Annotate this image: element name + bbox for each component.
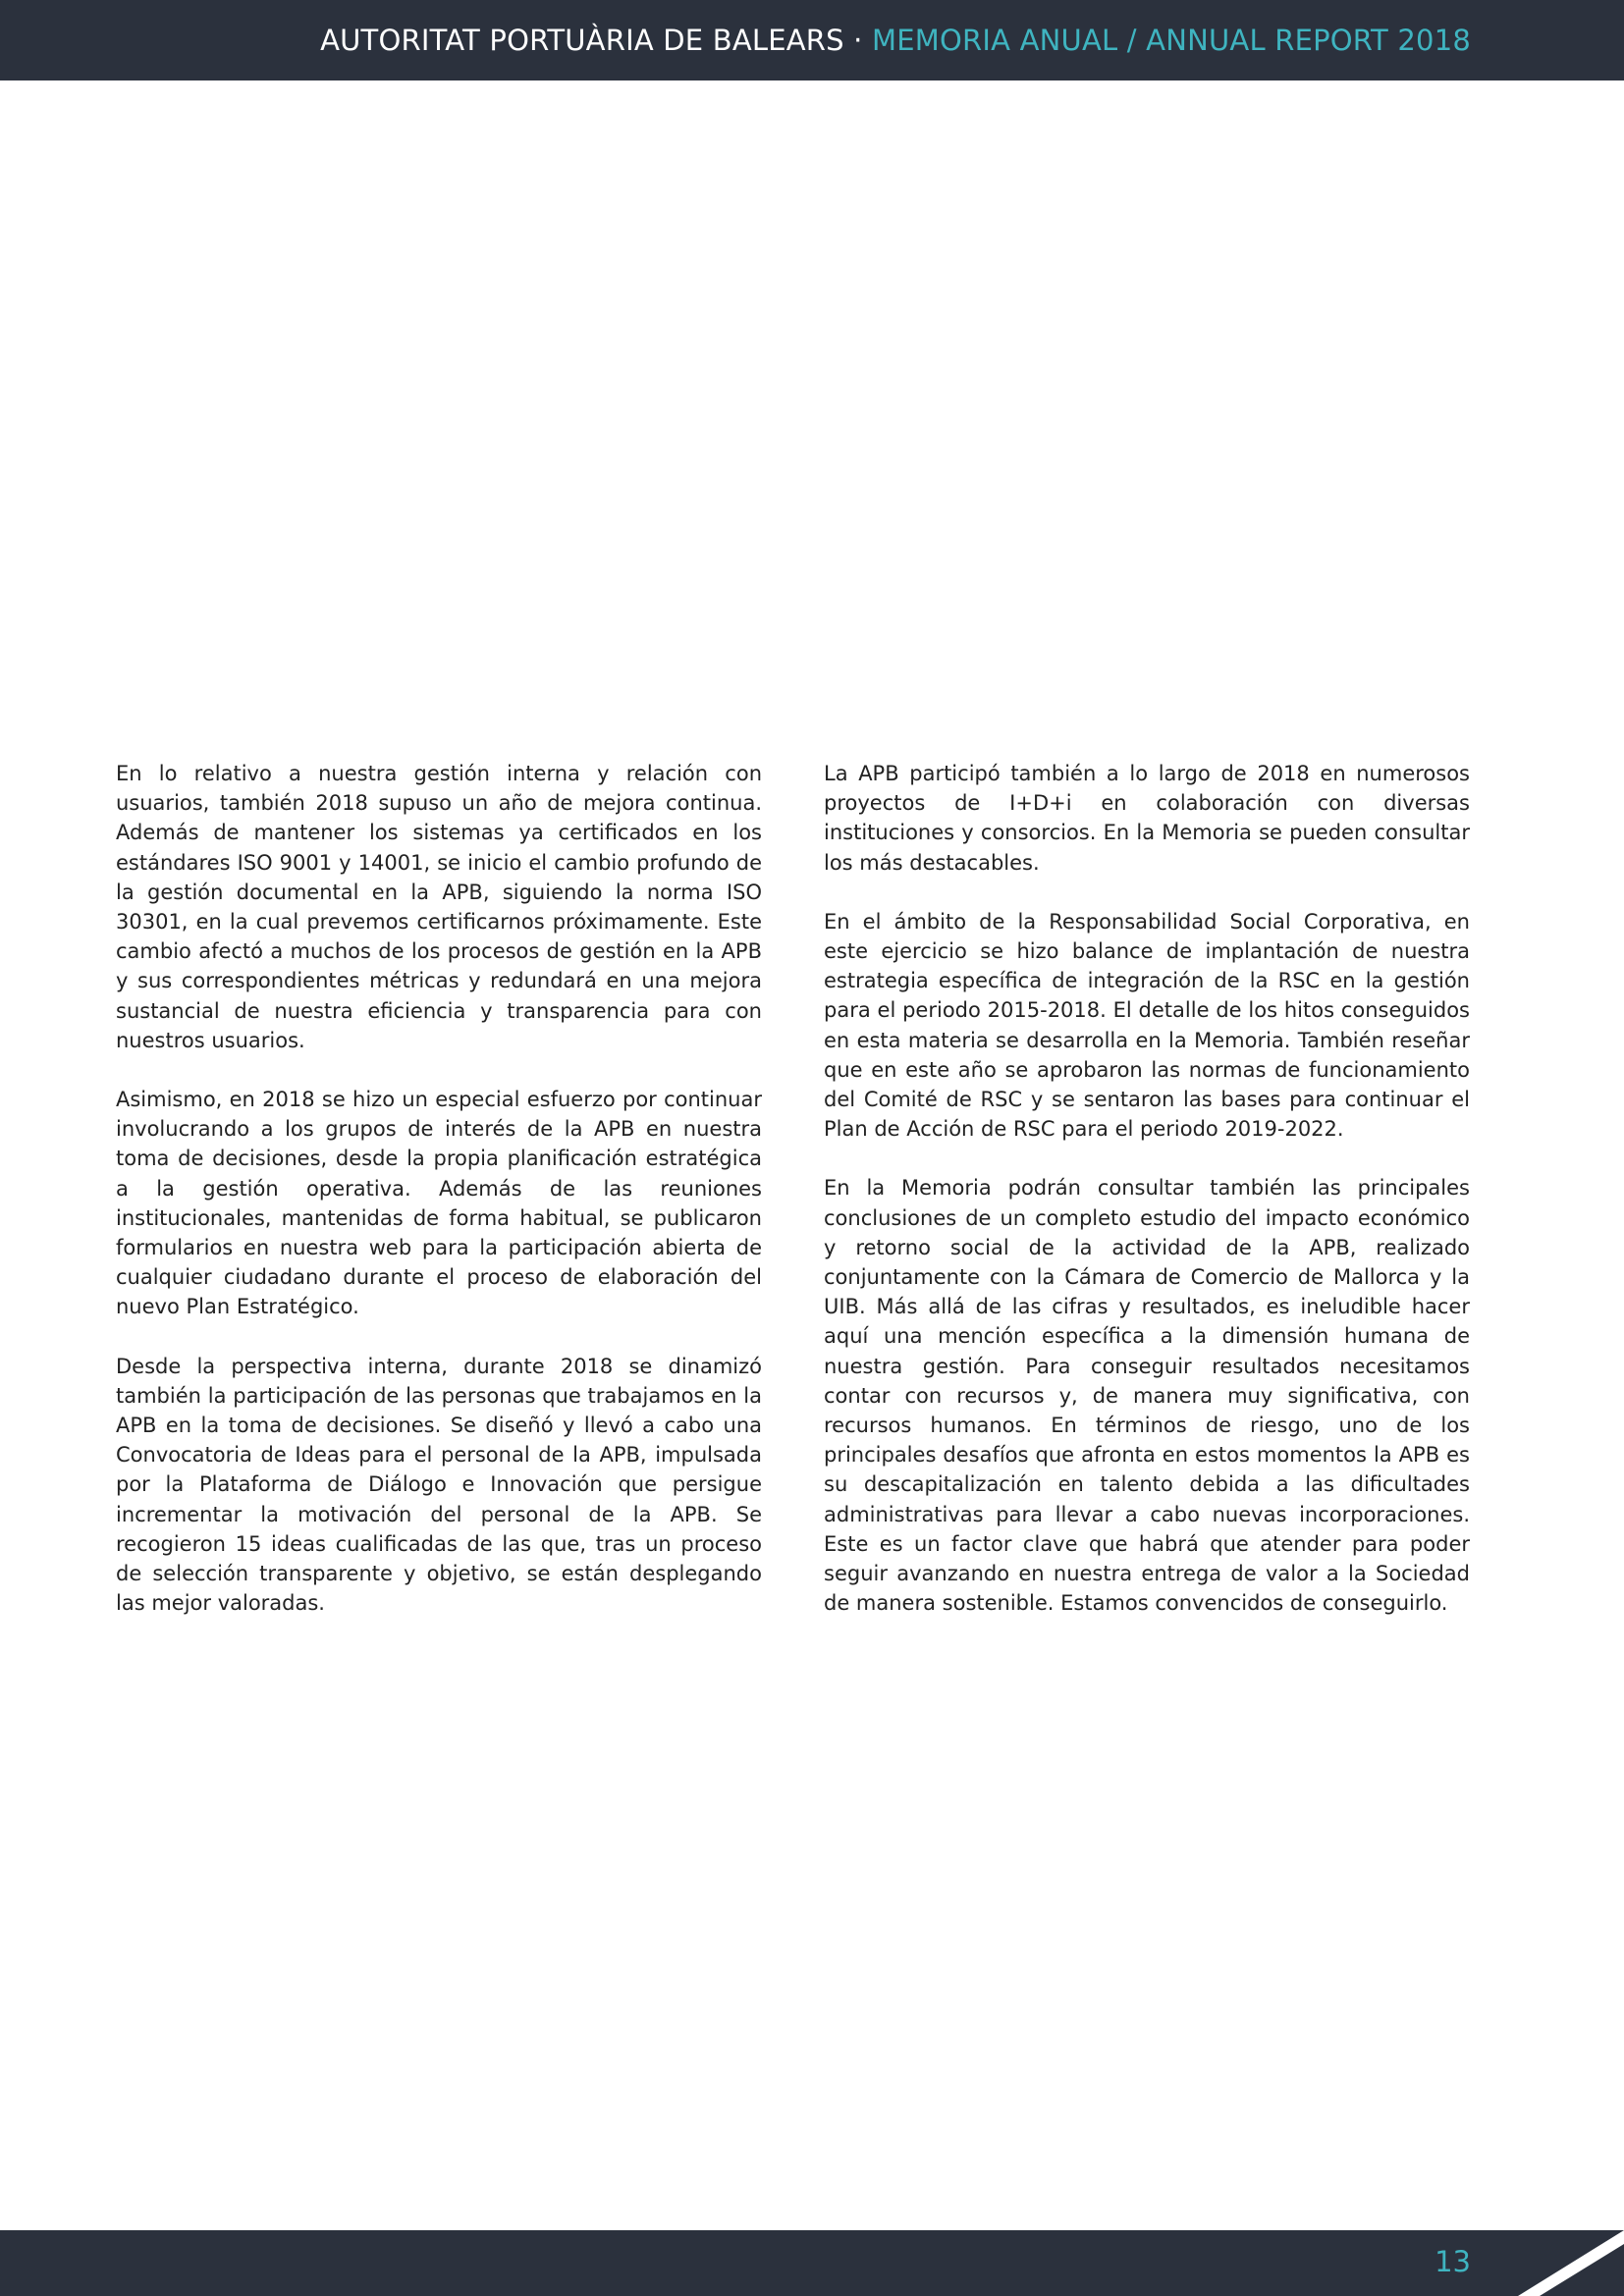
- left-column: [116, 759, 762, 1647]
- footer-bar: [0, 2230, 1624, 2296]
- header-year: 2018: [1387, 24, 1471, 57]
- right-column: [824, 759, 1470, 1647]
- paragraph: En lo relativo a nuestra gestión interna y relación con usuarios, también 2018 supuso un año de mejora continua. Además de mantener los sistemas ya certificados en los estándares ISO 9001 y 14001, se inicio el cambio profundo de la gestión documental en la APB, siguiendo la norma ISO 30301, en la cual prevemos certificarnos próximamente. Este cambio afectó a muchos de los procesos de gestión en la APB y sus correspondientes métricas y redundará en una mejora sustancial de nuestra eficiencia y transparencia para con nuestros usuarios.: [116, 762, 762, 1052]
- paragraph: Asimismo, en 2018 se hizo un especial esfuerzo por continuar involucrando a los grupos de interés de la APB en nuestra toma de decisiones, desde la propia planificación estratégica a la gestión operativa. Además de las reuniones institucionales, mantenidas de forma habitual, se publicaron formularios en nuestra web para la participación abierta de cualquier ciudadano durante el proceso de elaboración del nuevo Plan Estratégico.: [116, 1088, 762, 1319]
- header-separator: ·: [843, 24, 873, 57]
- header-org-name: AUTORITAT PORTUÀRIA DE BALEARS: [320, 24, 844, 57]
- header-title: [320, 22, 1471, 59]
- header-annual-report: ANNUAL REPORT: [1146, 24, 1388, 57]
- header-bar: [0, 0, 1624, 80]
- header-slash: /: [1117, 24, 1147, 57]
- paragraph: En el ámbito de la Responsabilidad Social Corporativa, en este ejercicio se hizo balance de implantación de nuestra estrategia específica de integración de la RSC en la gestión para el periodo 2015-2018. El detalle de los hitos conseguidos en esta materia se desarrolla en la Memoria. También reseñar que en este año se aprobaron las normas de funcionamiento del Comité de RSC y se sentaron las bases para continuar el Plan de Acción de RSC para el periodo 2019-2022.: [824, 909, 1470, 1142]
- paragraph: Desde la perspectiva interna, durante 2018 se dinamizó también la participación de las personas que trabajamos en la APB en la toma de decisiones. Se diseñó y llevó a cabo una Convocatoria de Ideas para el personal de la APB, impulsada por la Plataforma de Diálogo e Innovación que persigue incrementar la motivación del personal de la APB. Se recogieron 15 ideas cualificadas de las que, tras un proceso de selección transparente y objetivo, se están desplegando las mejor valoradas.: [116, 1354, 762, 1616]
- footer-diagonal-stripe: [1506, 2230, 1624, 2296]
- header-memoria-anual: MEMORIA ANUAL: [872, 24, 1118, 57]
- page-number: 13: [1435, 2245, 1471, 2278]
- paragraph: En la Memoria podrán consultar también las principales conclusiones de un completo estudio del impacto económico y retorno social de la actividad de la APB, realizado conjuntamente con la Cámara de Comercio de Mallorca y la UIB. Más allá de las cifras y resultados, es ineludible hacer aquí una mención específica a la dimensión humana de nuestra gestión. Para conseguir resultados necesitamos contar con recursos y, de manera muy significativa, con recursos humanos. En términos de riesgo, uno de los principales desafíos que afronta en estos momentos la APB es su descapitalización en talento debida a las dificultades administrativas para llevar a cabo nuevas incorporaciones. Este es un factor clave que habrá que atender para poder seguir avanzando en nuestra entrega de valor a la Sociedad de manera sostenible. Estamos convencidos de conseguirlo.: [824, 1176, 1470, 1616]
- paragraph: La APB participó también a lo largo de 2018 en numerosos proyectos de I+D+i en colaboración con diversas instituciones y consorcios. En la Memoria se pueden consultar los más destacables.: [824, 762, 1470, 875]
